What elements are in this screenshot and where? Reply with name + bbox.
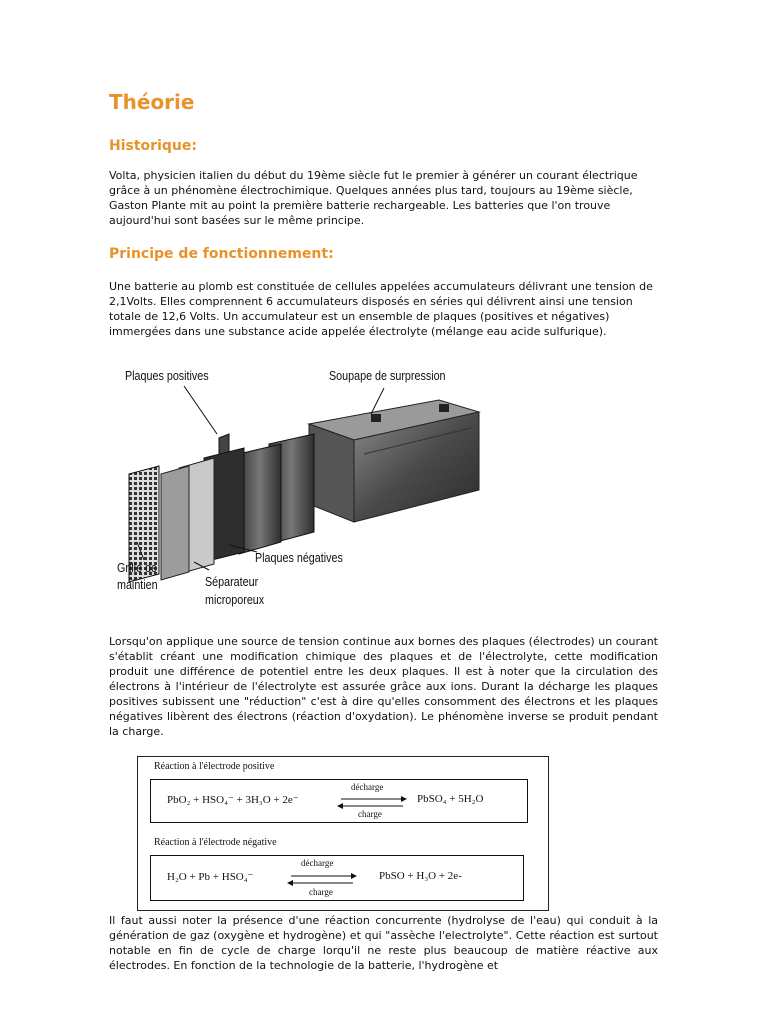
negative-arrow-top-label: décharge bbox=[301, 858, 334, 868]
positive-equation-box bbox=[150, 779, 528, 823]
reactions-box bbox=[137, 756, 549, 911]
battery-illustration bbox=[109, 362, 569, 612]
label-separateur-line2: microporeux bbox=[205, 593, 265, 607]
principe-heading: Principe de fonctionnement: bbox=[109, 246, 334, 262]
historique-heading: Historique: bbox=[109, 138, 197, 154]
page-title: Théorie bbox=[109, 90, 195, 114]
label-soupape: Soupape de surpression bbox=[329, 369, 446, 383]
positive-arrow-bottom-label: charge bbox=[358, 809, 382, 819]
negative-equation-right: PbSO + H₃O + 2e- bbox=[379, 870, 462, 882]
negative-arrow-bottom-label: charge bbox=[309, 887, 333, 897]
negative-reaction-title: Réaction à l'électrode négative bbox=[154, 837, 277, 848]
negative-equation-left: H₂O + Pb + HSO₄⁻ bbox=[167, 871, 254, 883]
historique-paragraph: Volta, physicien italien du début du 19ème siècle fut le premier à générer un courant électrique grâce à un phénomène électrochimique. Quelques années plus tard, toujours au 19ème siècle, Gaston Plante mit au point la première batterie rechargeable. Les batteries que l'on trouve aujourd'hui sont basées sur le même principe. bbox=[109, 169, 638, 227]
battery-diagram bbox=[109, 362, 569, 612]
negative-equation-box bbox=[150, 855, 524, 901]
label-grille-line1: Grille de bbox=[117, 561, 158, 575]
positive-equation-right: PbSO₄ + 5H₂O bbox=[417, 793, 484, 805]
label-grille-line2: maintien bbox=[117, 578, 158, 592]
principe-paragraph: Une batterie au plomb est constituée de cellules appelées accumulateurs délivrant une tension de 2,1Volts. Elles comprennent 6 accumulateurs disposés en séries qui délivrent ainsi une tension totale de 12,6 Volts. Un accumulateur est un ensemble de plaques (positives et négatives) immergées dans une substance acide appelée électrolyte (mélange eau acide sulfurique). bbox=[109, 280, 653, 338]
label-separateur-line1: Séparateur bbox=[205, 575, 259, 589]
label-plaques-negatives: Plaques négatives bbox=[255, 551, 343, 565]
explication-paragraph: Lorsqu'on applique une source de tension continue aux bornes des plaques (électrodes) un courant s'établit créant une modification chimique des plaques et de l'électrolyte, cette modification produit une différence de potentiel entre les deux plaques. Il est à noter que la circulation des électrons à l'intérieur de l'électrolyte est assurée grâce aux ions. Durant la décharge les plaques positives subissent une "réduction" c'est à dire qu'elles consomment des électrons et les plaques négatives libèrent des électrons (réaction d'oxydation). Le phénomène inverse se produit pendant la charge. bbox=[109, 635, 658, 738]
positive-equation-left: PbO₂ + HSO₄⁻ + 3H₃O + 2e⁻ bbox=[167, 794, 299, 806]
positive-arrow-top-label: décharge bbox=[351, 782, 384, 792]
positive-reaction-title: Réaction à l'électrode positive bbox=[154, 761, 275, 772]
conclusion-paragraph: Il faut aussi noter la présence d'une réaction concurrente (hydrolyse de l'eau) qui conduit à la génération de gaz (oxygène et hydrogène) et qui "assèche l'electrolyte". Cette réaction est surtout notable en fin de cycle de charge lorqu'il ne reste plus beaucoup de matière réactive aux électrodes. En fonction de la technologie de la batterie, l'hydrogène et bbox=[109, 914, 658, 972]
label-plaques-positives: Plaques positives bbox=[125, 369, 209, 383]
